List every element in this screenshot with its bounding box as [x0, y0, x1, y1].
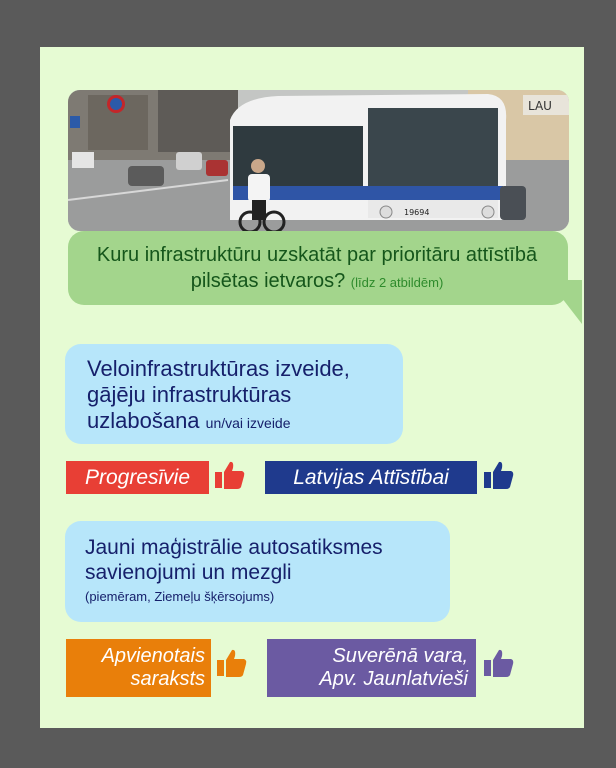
answer-bubble-cycling: [65, 344, 403, 444]
party-suv-line2: Apv. Jaunlatvieši: [319, 668, 468, 690]
question-note: (līdz 2 atbildēm): [350, 275, 444, 290]
party-apv-line1: Apvienotais: [101, 645, 205, 667]
answer1-line3-small: un/vai izveide: [205, 415, 291, 431]
thumbs-up-icon: [214, 646, 248, 680]
answer2-note: (piemēram, Ziemeļu šķērsojums): [85, 589, 275, 604]
party-label-progresivie: Progresīvie: [66, 461, 209, 494]
party-suv-line1: Suverēnā vara,: [332, 645, 468, 667]
question-main: Kuru infrastruktūru uzskatāt par prioritāru attīstībā pilsētas ietvaros?: [96, 244, 538, 292]
thumbs-up-icon: [212, 458, 246, 492]
party-label-latvijas-attistibai: Latvijas Attīstībai: [265, 461, 477, 494]
answer1-line3: uzlabošana: [87, 408, 200, 433]
bus-street-photo: [68, 90, 569, 231]
answer-bubble-highways: [65, 521, 450, 622]
answer2-line2: savienojumi un mezgli: [85, 561, 292, 584]
question-text: [72, 242, 562, 296]
party-label-suverena-vara: [267, 639, 476, 697]
shop-sign-text: LAU: [528, 99, 552, 113]
party-label-apvienotais-saraksts: [66, 639, 211, 697]
bus-number-text: 19694: [404, 208, 430, 217]
thumbs-up-icon: [481, 458, 515, 492]
answer2-line1: Jauni maģistrālie autosatiksmes: [85, 536, 383, 559]
party-apv-line2: saraksts: [130, 668, 205, 690]
thumbs-up-icon: [481, 646, 515, 680]
answer1-line3-wrap: [87, 408, 381, 436]
answer1-line2: gājēju infrastruktūras: [87, 382, 292, 407]
answer1-line1: Veloinfrastruktūras izveide,: [87, 356, 350, 381]
